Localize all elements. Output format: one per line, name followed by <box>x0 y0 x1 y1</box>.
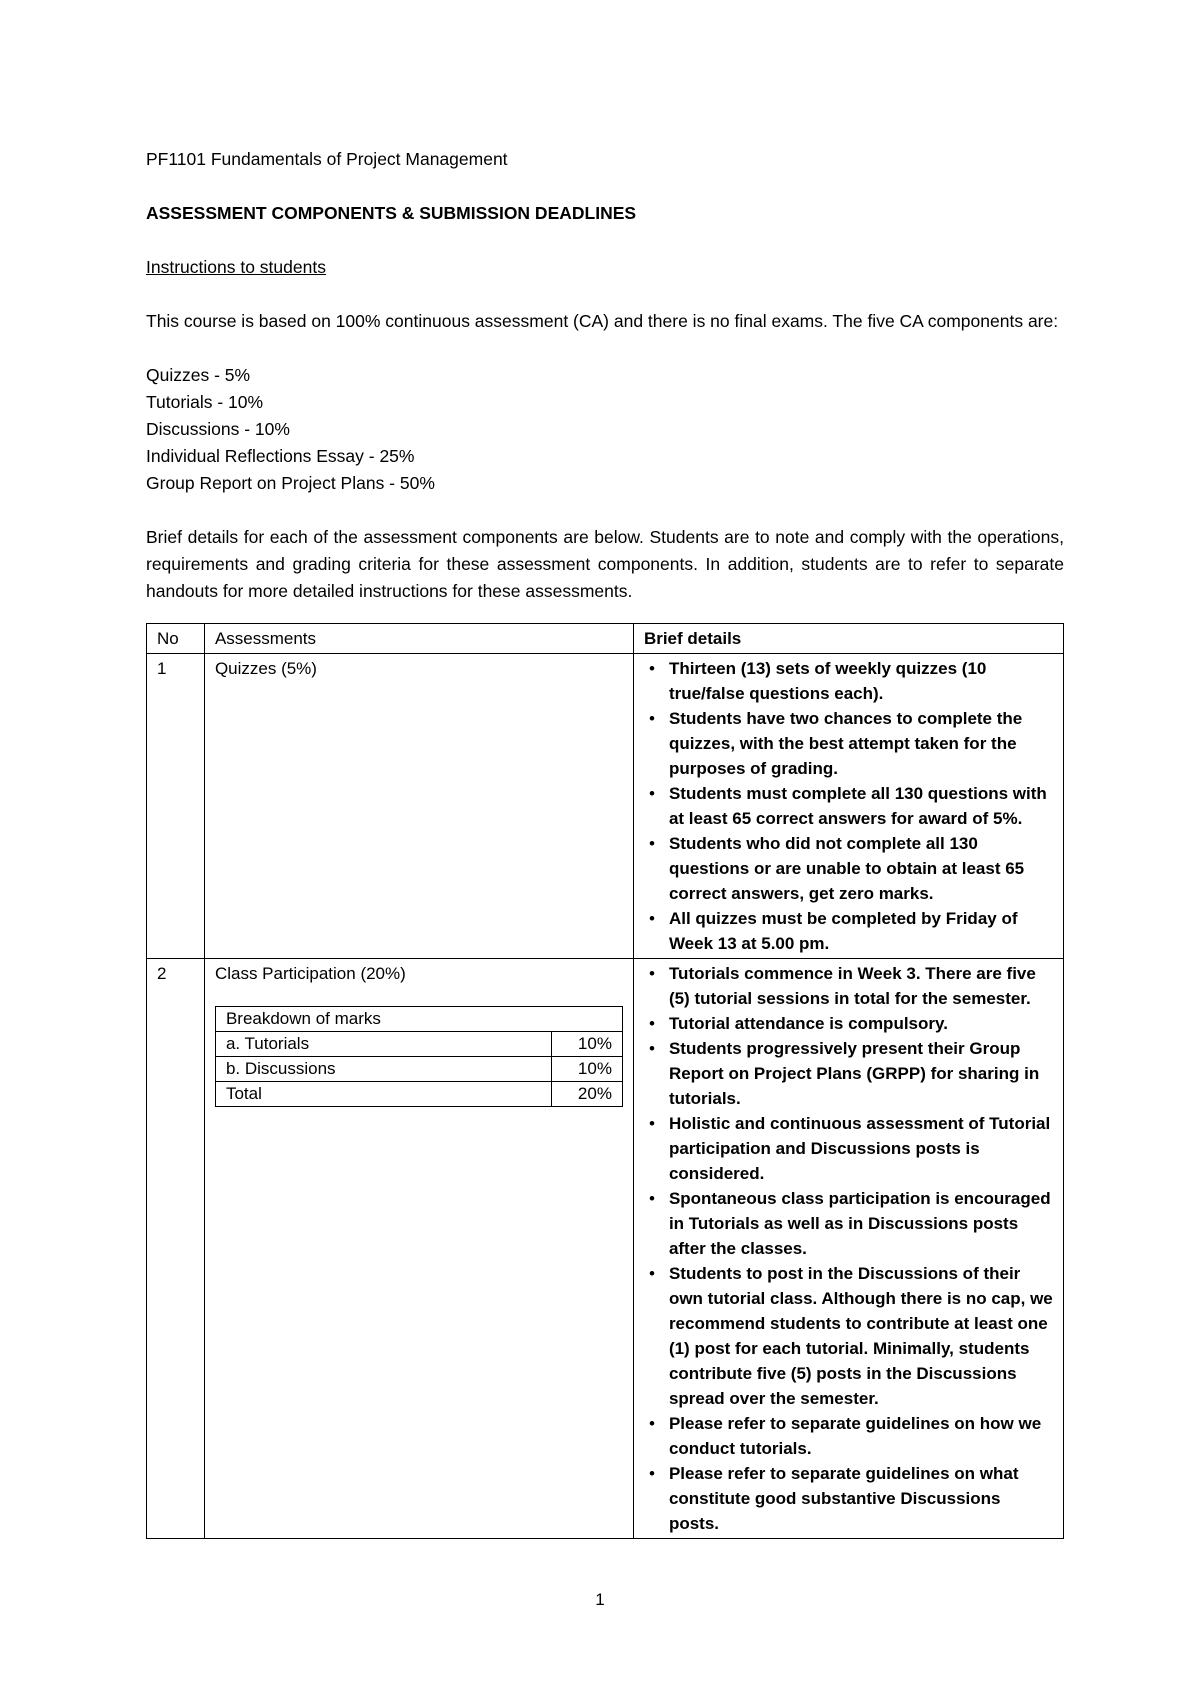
table-row <box>147 654 1064 959</box>
breakdown-label: b. Discussions <box>215 1057 551 1082</box>
breakdown-title-row <box>215 1007 622 1032</box>
list-item: • Students have two chances to complete the quizzes, with the best attempt taken for the purposes of grading. <box>669 706 1053 781</box>
assessment-table <box>146 623 1064 1539</box>
details-list <box>644 656 1053 956</box>
component-item: Discussions - 10% <box>146 419 290 439</box>
list-item: • Tutorial attendance is compulsory. <box>669 1011 1053 1036</box>
breakdown-value: 10% <box>551 1032 622 1057</box>
row-details <box>633 654 1063 959</box>
section-heading: ASSESSMENT COMPONENTS & SUBMISSION DEADLINES <box>146 203 637 223</box>
header-no: No <box>147 624 205 654</box>
table-header-row <box>147 624 1064 654</box>
list-item: • Students to post in the Discussions of their own tutorial class. Although there is no cap, we recommend students to contribute at least one (1) post for each tutorial. Minimally, students contribute five (5) posts in the Discussions spread over the semester. <box>669 1261 1053 1411</box>
breakdown-label: Total <box>215 1082 551 1107</box>
row-number: 2 <box>147 959 205 1539</box>
list-item: • Holistic and continuous assessment of Tutorial participation and Discussions posts is considered. <box>669 1111 1053 1186</box>
assessment-label: Class Participation (20%) <box>214 964 406 983</box>
table-row <box>147 959 1064 1539</box>
component-item: Tutorials - 10% <box>146 392 264 412</box>
list-item: • Students progressively present their Group Report on Project Plans (GRPP) for sharing in tutorials. <box>669 1036 1053 1111</box>
list-item: • Thirteen (13) sets of weekly quizzes (10 true/false questions each). <box>669 656 1053 706</box>
details-list <box>644 961 1053 1536</box>
component-item: Individual Reflections Essay - 25% <box>146 446 415 466</box>
breakdown-row <box>215 1082 622 1107</box>
instructions-subheading: Instructions to students <box>146 257 326 277</box>
list-item: • Please refer to separate guidelines on what constitute good substantive Discussions posts. <box>669 1461 1053 1536</box>
breakdown-value: 20% <box>551 1082 622 1107</box>
component-item: Group Report on Project Plans - 50% <box>146 473 435 493</box>
row-details <box>633 959 1063 1539</box>
row-assessment: Quizzes (5%) <box>204 654 633 959</box>
list-item: • Please refer to separate guidelines on how we conduct tutorials. <box>669 1411 1053 1461</box>
list-item: • Spontaneous class participation is encouraged in Tutorials as well as in Discussions posts after the classes. <box>669 1186 1053 1261</box>
marks-breakdown-table <box>215 1006 623 1107</box>
page-number: 1 <box>595 1590 605 1609</box>
brief-details-paragraph: Brief details for each of the assessment components are below. Students are to note and comply with the operations, requirements and grading criteria for these assessment components. In addition, students are to refer to separate handouts for more detailed instructions for these assessments. <box>146 527 1064 601</box>
breakdown-row <box>215 1032 622 1057</box>
breakdown-row <box>215 1057 622 1082</box>
components-list <box>146 362 1064 497</box>
row-assessment <box>204 959 633 1539</box>
document-content <box>146 146 1064 1539</box>
list-item: • All quizzes must be completed by Friday of Week 13 at 5.00 pm. <box>669 906 1053 956</box>
component-item: Quizzes - 5% <box>146 365 251 385</box>
row-number: 1 <box>147 654 205 959</box>
list-item: • Students who did not complete all 130 questions or are unable to obtain at least 65 correct answers, get zero marks. <box>669 831 1053 906</box>
intro-paragraph: This course is based on 100% continuous assessment (CA) and there is no final exams. The five CA components are: <box>146 311 1059 331</box>
header-brief-details: Brief details <box>633 624 1063 654</box>
breakdown-title: Breakdown of marks <box>215 1007 622 1032</box>
breakdown-value: 10% <box>551 1057 622 1082</box>
header-assessments: Assessments <box>204 624 633 654</box>
breakdown-label: a. Tutorials <box>215 1032 551 1057</box>
course-title: PF1101 Fundamentals of Project Management <box>146 149 508 169</box>
list-item: • Tutorials commence in Week 3. There are five (5) tutorial sessions in total for the semester. <box>669 961 1053 1011</box>
list-item: • Students must complete all 130 questions with at least 65 correct answers for award of 5%. <box>669 781 1053 831</box>
